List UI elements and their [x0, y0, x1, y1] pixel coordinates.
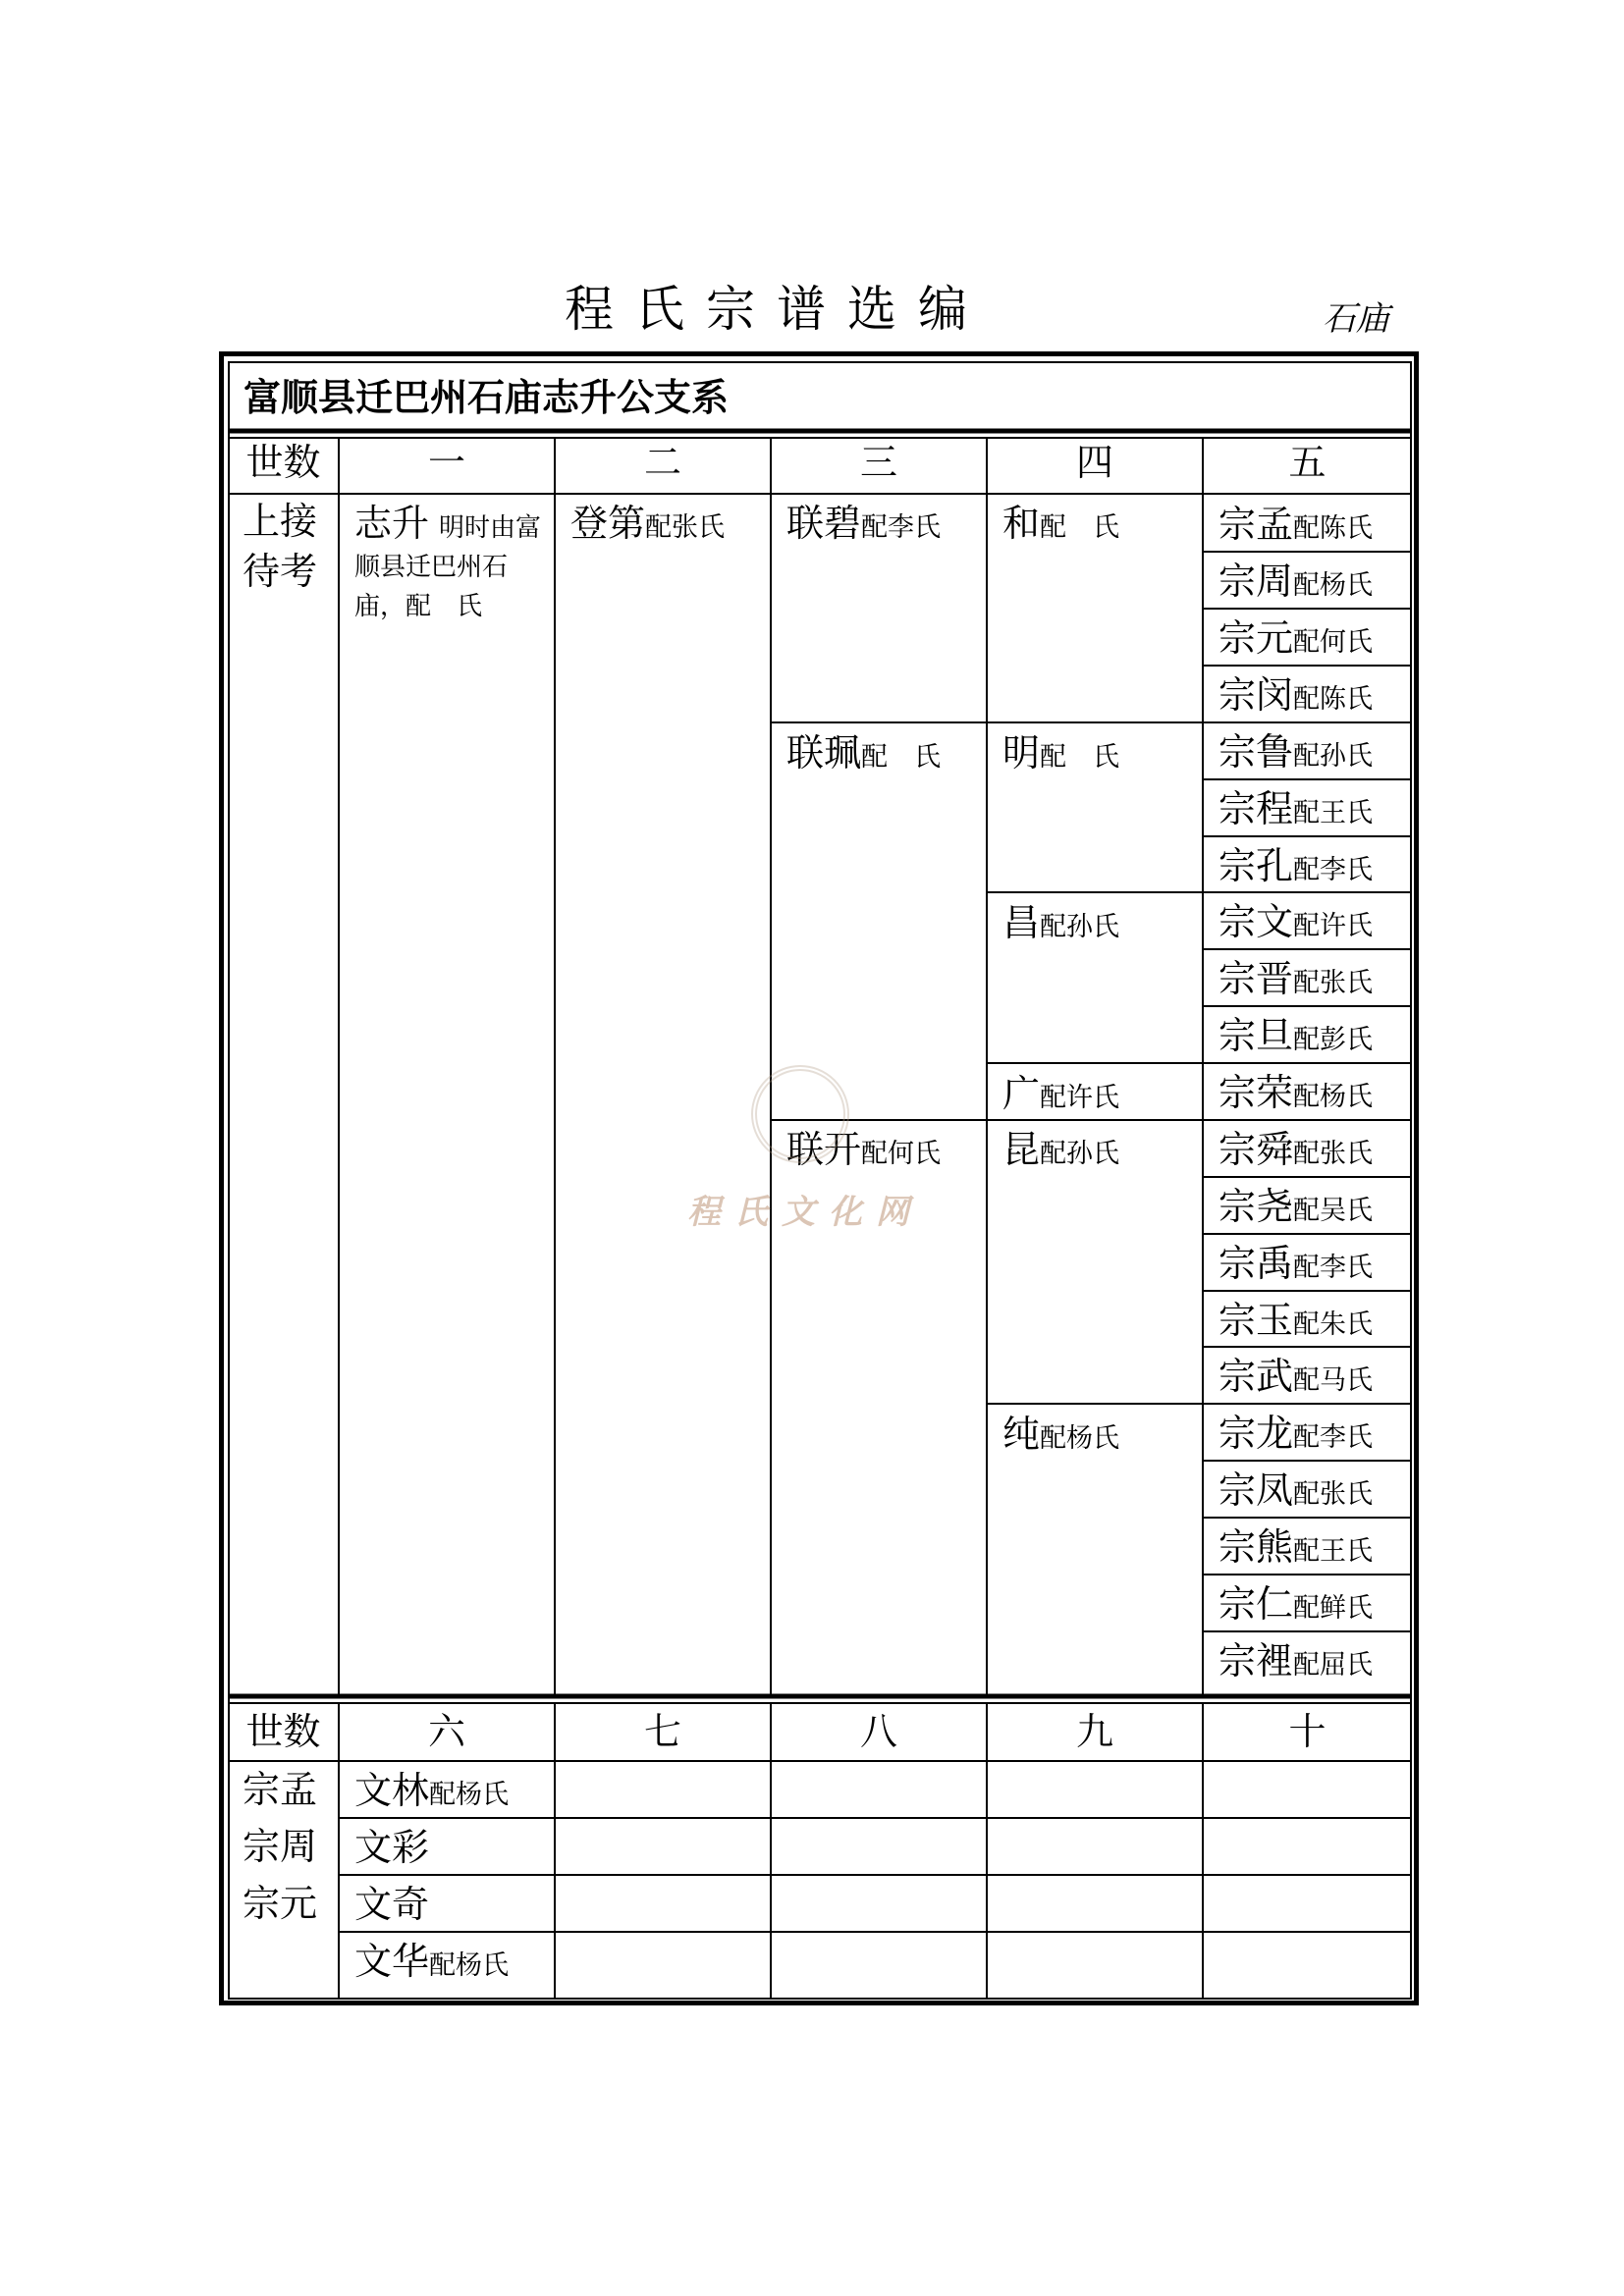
- t2-header-gen6: 六: [427, 1710, 465, 1753]
- gen5-person: 宗仁配鲜氏: [1218, 1582, 1374, 1626]
- gen3-person: 联开配何氏: [786, 1128, 942, 1171]
- t2-row-label: 宗元: [243, 1882, 318, 1925]
- gen5-person: 宗禹配李氏: [1218, 1242, 1374, 1285]
- gen5-person: 宗文配许氏: [1218, 900, 1374, 943]
- t1-header-label: 世数: [245, 441, 321, 484]
- gen6-person: 文林配杨氏: [354, 1769, 510, 1812]
- gen5-person: 宗周配杨氏: [1218, 560, 1374, 603]
- t2-row-label: 宗周: [243, 1825, 318, 1868]
- gen5-person: 宗龙配李氏: [1218, 1412, 1374, 1455]
- t1-header-gen2: 二: [643, 441, 681, 484]
- gen4-person: 明配 氏: [1002, 731, 1120, 774]
- gen5-person: 宗孟配陈氏: [1218, 503, 1374, 546]
- t2-row-label: 宗孟: [243, 1768, 318, 1811]
- gen2-person: 登第配张氏: [570, 502, 726, 545]
- t2-header-gen7: 七: [643, 1710, 681, 1753]
- gen5-person: 宗玉配朱氏: [1218, 1299, 1374, 1342]
- page-place-label: 石庙: [1323, 299, 1389, 339]
- gen3-person: 联珮配 氏: [786, 731, 942, 774]
- gen6-person: 文华配杨氏: [354, 1940, 510, 1983]
- gen1-name: 志升: [354, 502, 430, 545]
- gen5-person: 宗荣配杨氏: [1218, 1071, 1374, 1114]
- gen5-person: 宗尧配吴氏: [1218, 1185, 1374, 1228]
- gen5-person: 宗裡配屈氏: [1218, 1639, 1374, 1682]
- gen4-person: 和配 氏: [1002, 502, 1120, 545]
- t1-header-gen5: 五: [1288, 441, 1326, 484]
- row-label-line2: 待考: [243, 550, 318, 593]
- t1-header-gen4: 四: [1075, 441, 1113, 484]
- gen4-person: 纯配杨氏: [1002, 1413, 1120, 1456]
- t2-header-gen8: 八: [859, 1710, 897, 1753]
- gen5-person: 宗程配王氏: [1218, 787, 1374, 830]
- gen5-person: 宗武配马氏: [1218, 1355, 1374, 1398]
- gen5-person: 宗熊配王氏: [1218, 1525, 1374, 1569]
- page-title: 程氏宗谱选编: [565, 281, 989, 338]
- gen4-person: 昌配孙氏: [1002, 901, 1120, 944]
- gen4-person: 昆配孙氏: [1002, 1128, 1120, 1171]
- gen4-person: 广配许氏: [1002, 1072, 1120, 1115]
- row-label-line1: 上接: [243, 500, 318, 543]
- t2-header-gen10: 十: [1288, 1710, 1326, 1753]
- t2-header-gen9: 九: [1075, 1710, 1113, 1753]
- gen6-person: 文彩: [354, 1826, 430, 1869]
- watermark-seal: [751, 1065, 849, 1163]
- gen5-person: 宗旦配彭氏: [1218, 1014, 1374, 1057]
- t1-header-gen3: 三: [859, 441, 897, 484]
- gen5-person: 宗元配何氏: [1218, 616, 1374, 660]
- gen1-note: 明时由富顺县迁巴州石庙，配 氏: [354, 513, 542, 621]
- gen5-person: 宗凤配张氏: [1218, 1468, 1374, 1512]
- gen5-person: 宗舜配张氏: [1218, 1128, 1374, 1171]
- gen5-person: 宗孔配李氏: [1218, 844, 1374, 887]
- gen5-person: 宗闵配陈氏: [1218, 673, 1374, 717]
- gen5-person: 宗晋配张氏: [1218, 957, 1374, 1000]
- gen5-person: 宗鲁配孙氏: [1218, 730, 1374, 774]
- gen3-person: 联碧配李氏: [786, 502, 942, 545]
- t1-header-gen1: 一: [427, 441, 465, 484]
- branch-title: 富顺县迁巴州石庙志升公支系: [244, 375, 730, 419]
- watermark-text: 程氏文化网: [687, 1193, 923, 1232]
- gen6-person: 文奇: [354, 1883, 430, 1926]
- t2-header-label: 世数: [245, 1710, 321, 1753]
